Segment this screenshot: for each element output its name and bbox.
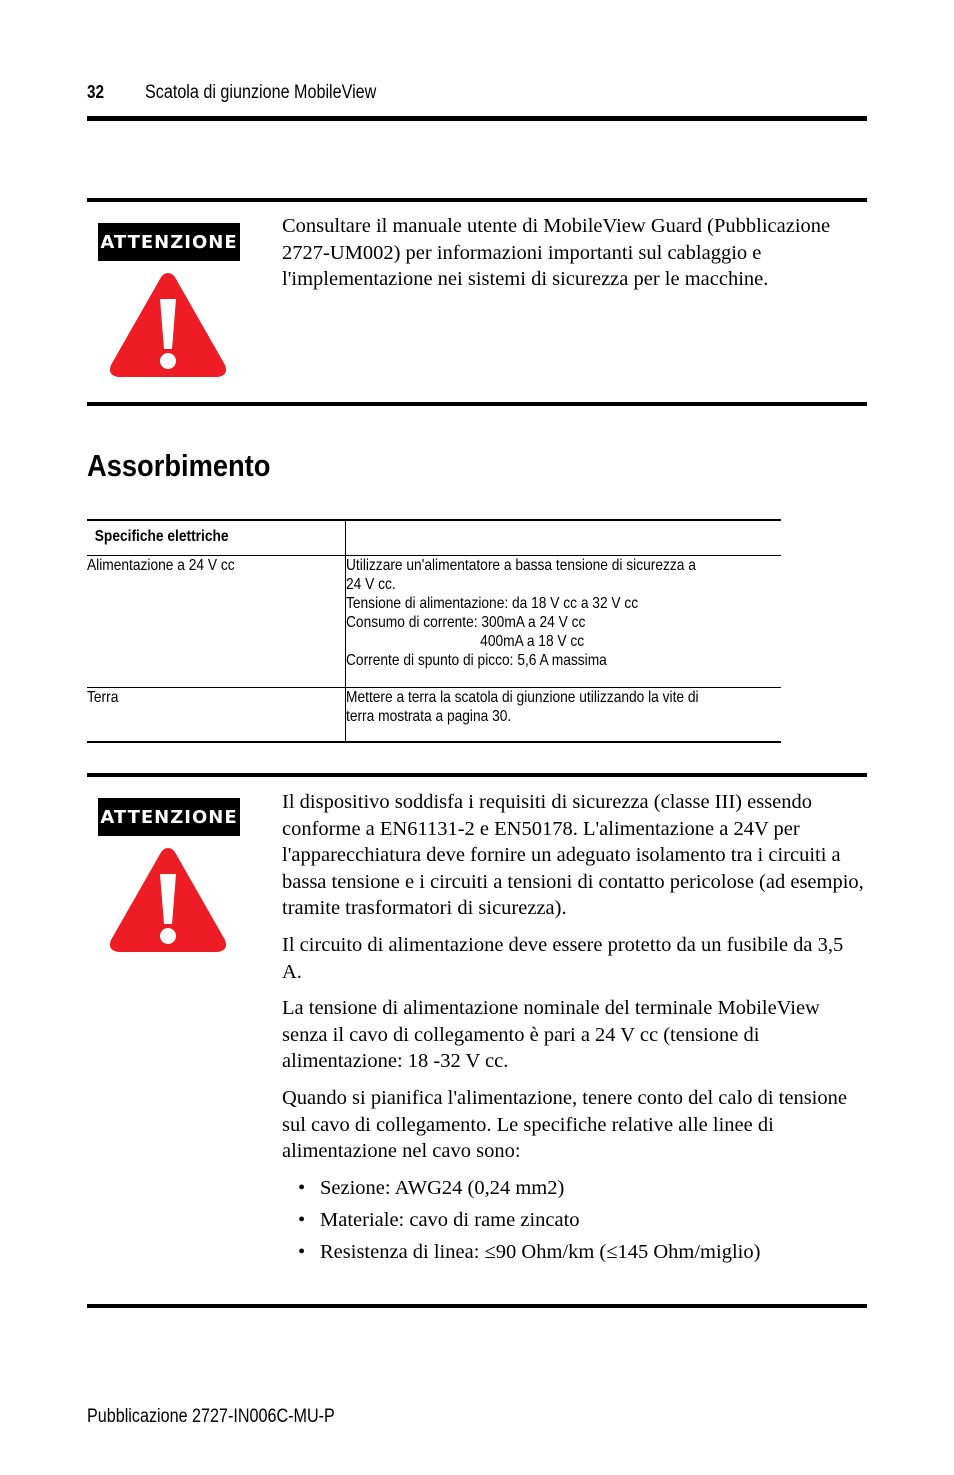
row-label: Terra bbox=[87, 689, 119, 706]
page-number: 32 bbox=[87, 82, 105, 102]
list-item: • Sezione: AWG24 (0,24 mm2) bbox=[320, 1175, 867, 1202]
attention-1-paragraph: Consultare il manuale utente di MobileView Guard (Pubblicazione 2727-UM002) per informazioni importanti sul cablaggio e l'implementazione nei sistemi di sicurezza per le macchine. bbox=[282, 215, 831, 291]
attention-2-paragraph: Quando si pianifica l'alimentazione, tenere conto del calo di tensione sul cavo di collegamento. Le specifiche relative alle linee di alimentazione nel cavo sono: bbox=[282, 1086, 847, 1163]
attention-1-bottom-rule bbox=[87, 402, 867, 406]
row-value-line: 24 V cc. bbox=[346, 576, 396, 593]
table-header-row bbox=[87, 520, 781, 556]
attention-2-bottom-rule bbox=[87, 1304, 867, 1308]
warning-exclamation-icon bbox=[107, 269, 229, 379]
running-title: Scatola di giunzione MobileView bbox=[145, 82, 377, 103]
spec-table bbox=[87, 519, 781, 743]
row-label: Alimentazione a 24 V cc bbox=[87, 557, 235, 574]
attention-1-badge: ATTENZIONE bbox=[98, 223, 240, 261]
table-row bbox=[87, 556, 781, 688]
attention-2-paragraph: Il dispositivo soddisfa i requisiti di sicurezza (classe III) essendo conforme a EN61131-2 e EN50178. L'alimentazione a 24V per l'apparecchiatura deve fornire un adeguato isolamento tra i circuiti a bassa tensione e i circuiti a tensioni di contatto pericolose (ad esempio, tramite trasformatori di sicurezza). bbox=[282, 791, 864, 920]
list-item: • Resistenza di linea: ≤90 Ohm/km (≤145 Ohm/miglio) bbox=[320, 1239, 867, 1266]
attention-2-paragraph: La tensione di alimentazione nominale del terminale MobileView senza il cavo di collegamento è pari a 24 V cc (tensione di alimentazione: 18 -32 V cc. bbox=[282, 997, 820, 1073]
attention-2-top-rule bbox=[87, 773, 867, 777]
row-value-line: Utilizzare un'alimentatore a bassa tensione di sicurezza a bbox=[346, 557, 697, 574]
warning-exclamation-icon bbox=[107, 844, 229, 954]
section-title: Assorbimento bbox=[87, 448, 271, 483]
attention-1-text bbox=[282, 213, 867, 303]
row-value-line: Tensione di alimentazione: da 18 V cc a 32 V cc bbox=[346, 595, 639, 612]
table-header-label: Specifiche elettriche bbox=[94, 528, 229, 545]
row-value-line: 400mA a 18 V cc bbox=[480, 633, 585, 650]
attention-2-badge: ATTENZIONE bbox=[98, 798, 240, 836]
row-value-line: Consumo di corrente: 300mA a 24 V cc bbox=[346, 614, 586, 631]
page-header bbox=[87, 82, 867, 108]
attention-2-paragraph: Il circuito di alimentazione deve essere protetto da un fusibile da 3,5 A. bbox=[282, 933, 844, 983]
footer-publication: Pubblicazione 2727-IN006C-MU-P bbox=[87, 1406, 335, 1427]
table-row bbox=[87, 688, 781, 743]
attention-1-top-rule bbox=[87, 198, 867, 202]
attention-2-text bbox=[282, 789, 867, 1271]
row-value-line: Corrente di spunto di picco: 5,6 A massima bbox=[346, 652, 608, 669]
header-rule bbox=[87, 116, 867, 121]
list-item: • Materiale: cavo di rame zincato bbox=[320, 1207, 867, 1234]
row-value-line: terra mostrata a pagina 30. bbox=[346, 708, 512, 725]
attention-2-bullet-list bbox=[282, 1175, 867, 1266]
row-value-line: Mettere a terra la scatola di giunzione utilizzando la vite di bbox=[346, 689, 699, 706]
